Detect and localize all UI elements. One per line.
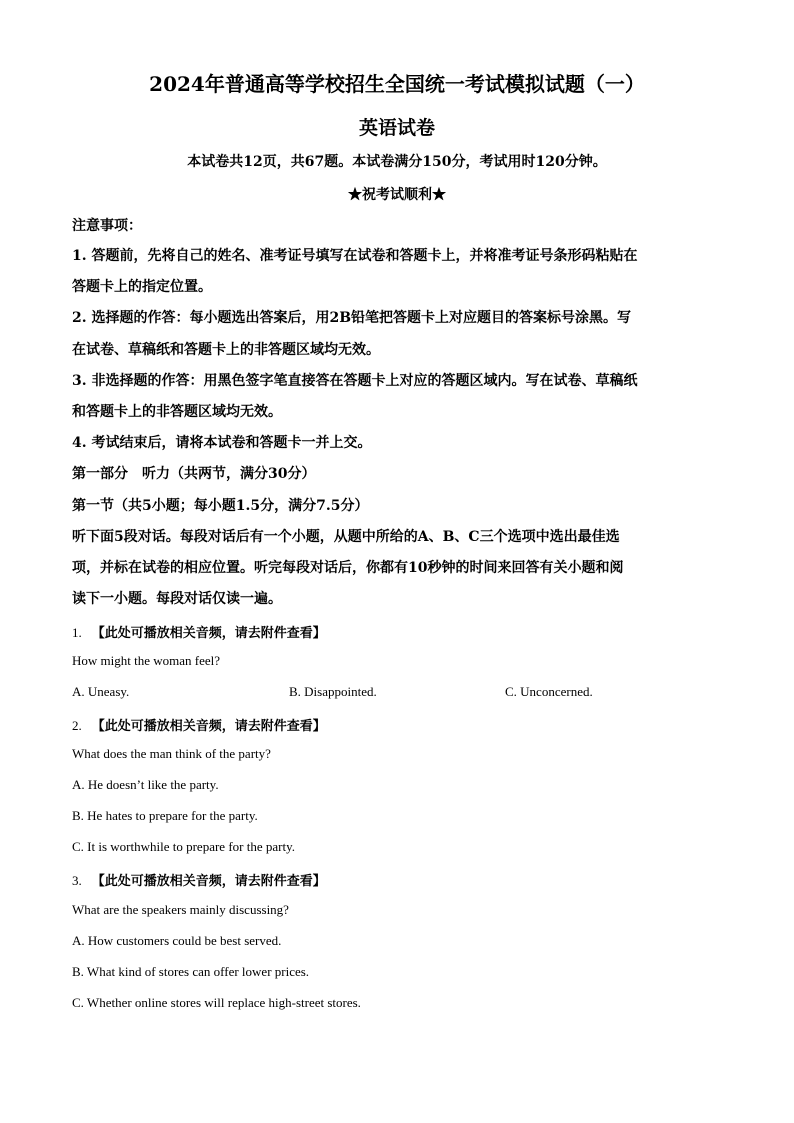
question-1-text: How might the woman feel?	[72, 653, 221, 668]
exam-blessing: ★祝考试顺利★	[348, 187, 446, 203]
question-2-option-a[interactable]: A. He doesn’t like the party.	[72, 777, 219, 792]
audio-link[interactable]: 【此处可播放相关音频，请去附件查看】	[91, 874, 326, 889]
instructions-line: 读下一小题。每段对话仅读一遍。	[72, 591, 282, 607]
exam-info: 本试卷共12页，共67题。本试卷满分150分，考试用时120分钟。	[187, 154, 607, 170]
notes-line: 在试卷、草稿纸和答题卡上的非答题区域均无效。	[72, 342, 380, 358]
question-3-audio-line	[72, 870, 326, 890]
question-2-option-c[interactable]: C. It is worthwhile to prepare for the party.	[72, 839, 295, 854]
question-2-option-b[interactable]: B. He hates to prepare for the party.	[72, 808, 258, 823]
instructions-line: 项，并标在试卷的相应位置。听完每段对话后，你都有10秒钟的时间来回答有关小题和阅	[72, 560, 624, 576]
question-1-audio-line	[72, 622, 326, 642]
notes-line: 1. 答题前，先将自己的姓名、准考证号填写在试卷和答题卡上，并将准考证号条形码粘贴在	[72, 248, 638, 264]
notes-line: 和答题卡上的非答题区域均无效。	[72, 404, 282, 420]
question-3-text: What are the speakers mainly discussing?	[72, 902, 289, 917]
notes-line: 3. 非选择题的作答：用黑色签字笔直接答在答题卡上对应的答题区域内。写在试卷、草稿纸	[72, 373, 638, 389]
question-2-text: What does the man think of the party?	[72, 746, 271, 761]
question-number: 2.	[72, 718, 82, 733]
notes-line: 4. 考试结束后，请将本试卷和答题卡一并上交。	[72, 435, 372, 451]
part1-heading: 第一部分 听力（共两节，满分30分）	[72, 466, 316, 482]
audio-link[interactable]: 【此处可播放相关音频，请去附件查看】	[91, 719, 326, 734]
instructions-line: 听下面5段对话。每段对话后有一个小题，从题中所给的A、B、C三个选项中选出最佳选	[72, 529, 620, 545]
question-1-option-a[interactable]: A. Uneasy.	[72, 684, 130, 699]
question-3-option-b[interactable]: B. What kind of stores can offer lower prices.	[72, 964, 310, 979]
question-3-option-a[interactable]: A. How customers could be best served.	[72, 933, 282, 948]
notes-line: 2. 选择题的作答：每小题选出答案后，用2B铅笔把答题卡上对应题目的答案标号涂黑。写	[72, 310, 632, 326]
notes-heading: 注意事项：	[72, 218, 142, 234]
question-1-option-c[interactable]: C. Unconcerned.	[505, 684, 593, 699]
section1-heading: 第一节（共5小题；每小题1.5分，满分7.5分）	[72, 498, 369, 514]
question-number: 3.	[72, 873, 82, 888]
question-3-option-c[interactable]: C. Whether online stores will replace high-street stores.	[72, 995, 361, 1010]
question-number: 1.	[72, 625, 82, 640]
question-1-option-b[interactable]: B. Disappointed.	[289, 684, 377, 699]
notes-line: 答题卡上的指定位置。	[72, 279, 212, 295]
question-2-audio-line	[72, 715, 326, 735]
audio-link[interactable]: 【此处可播放相关音频，请去附件查看】	[91, 626, 326, 641]
exam-title: 2024年普通高等学校招生全国统一考试模拟试题（一）	[149, 72, 645, 96]
exam-subtitle: 英语试卷	[358, 117, 435, 139]
